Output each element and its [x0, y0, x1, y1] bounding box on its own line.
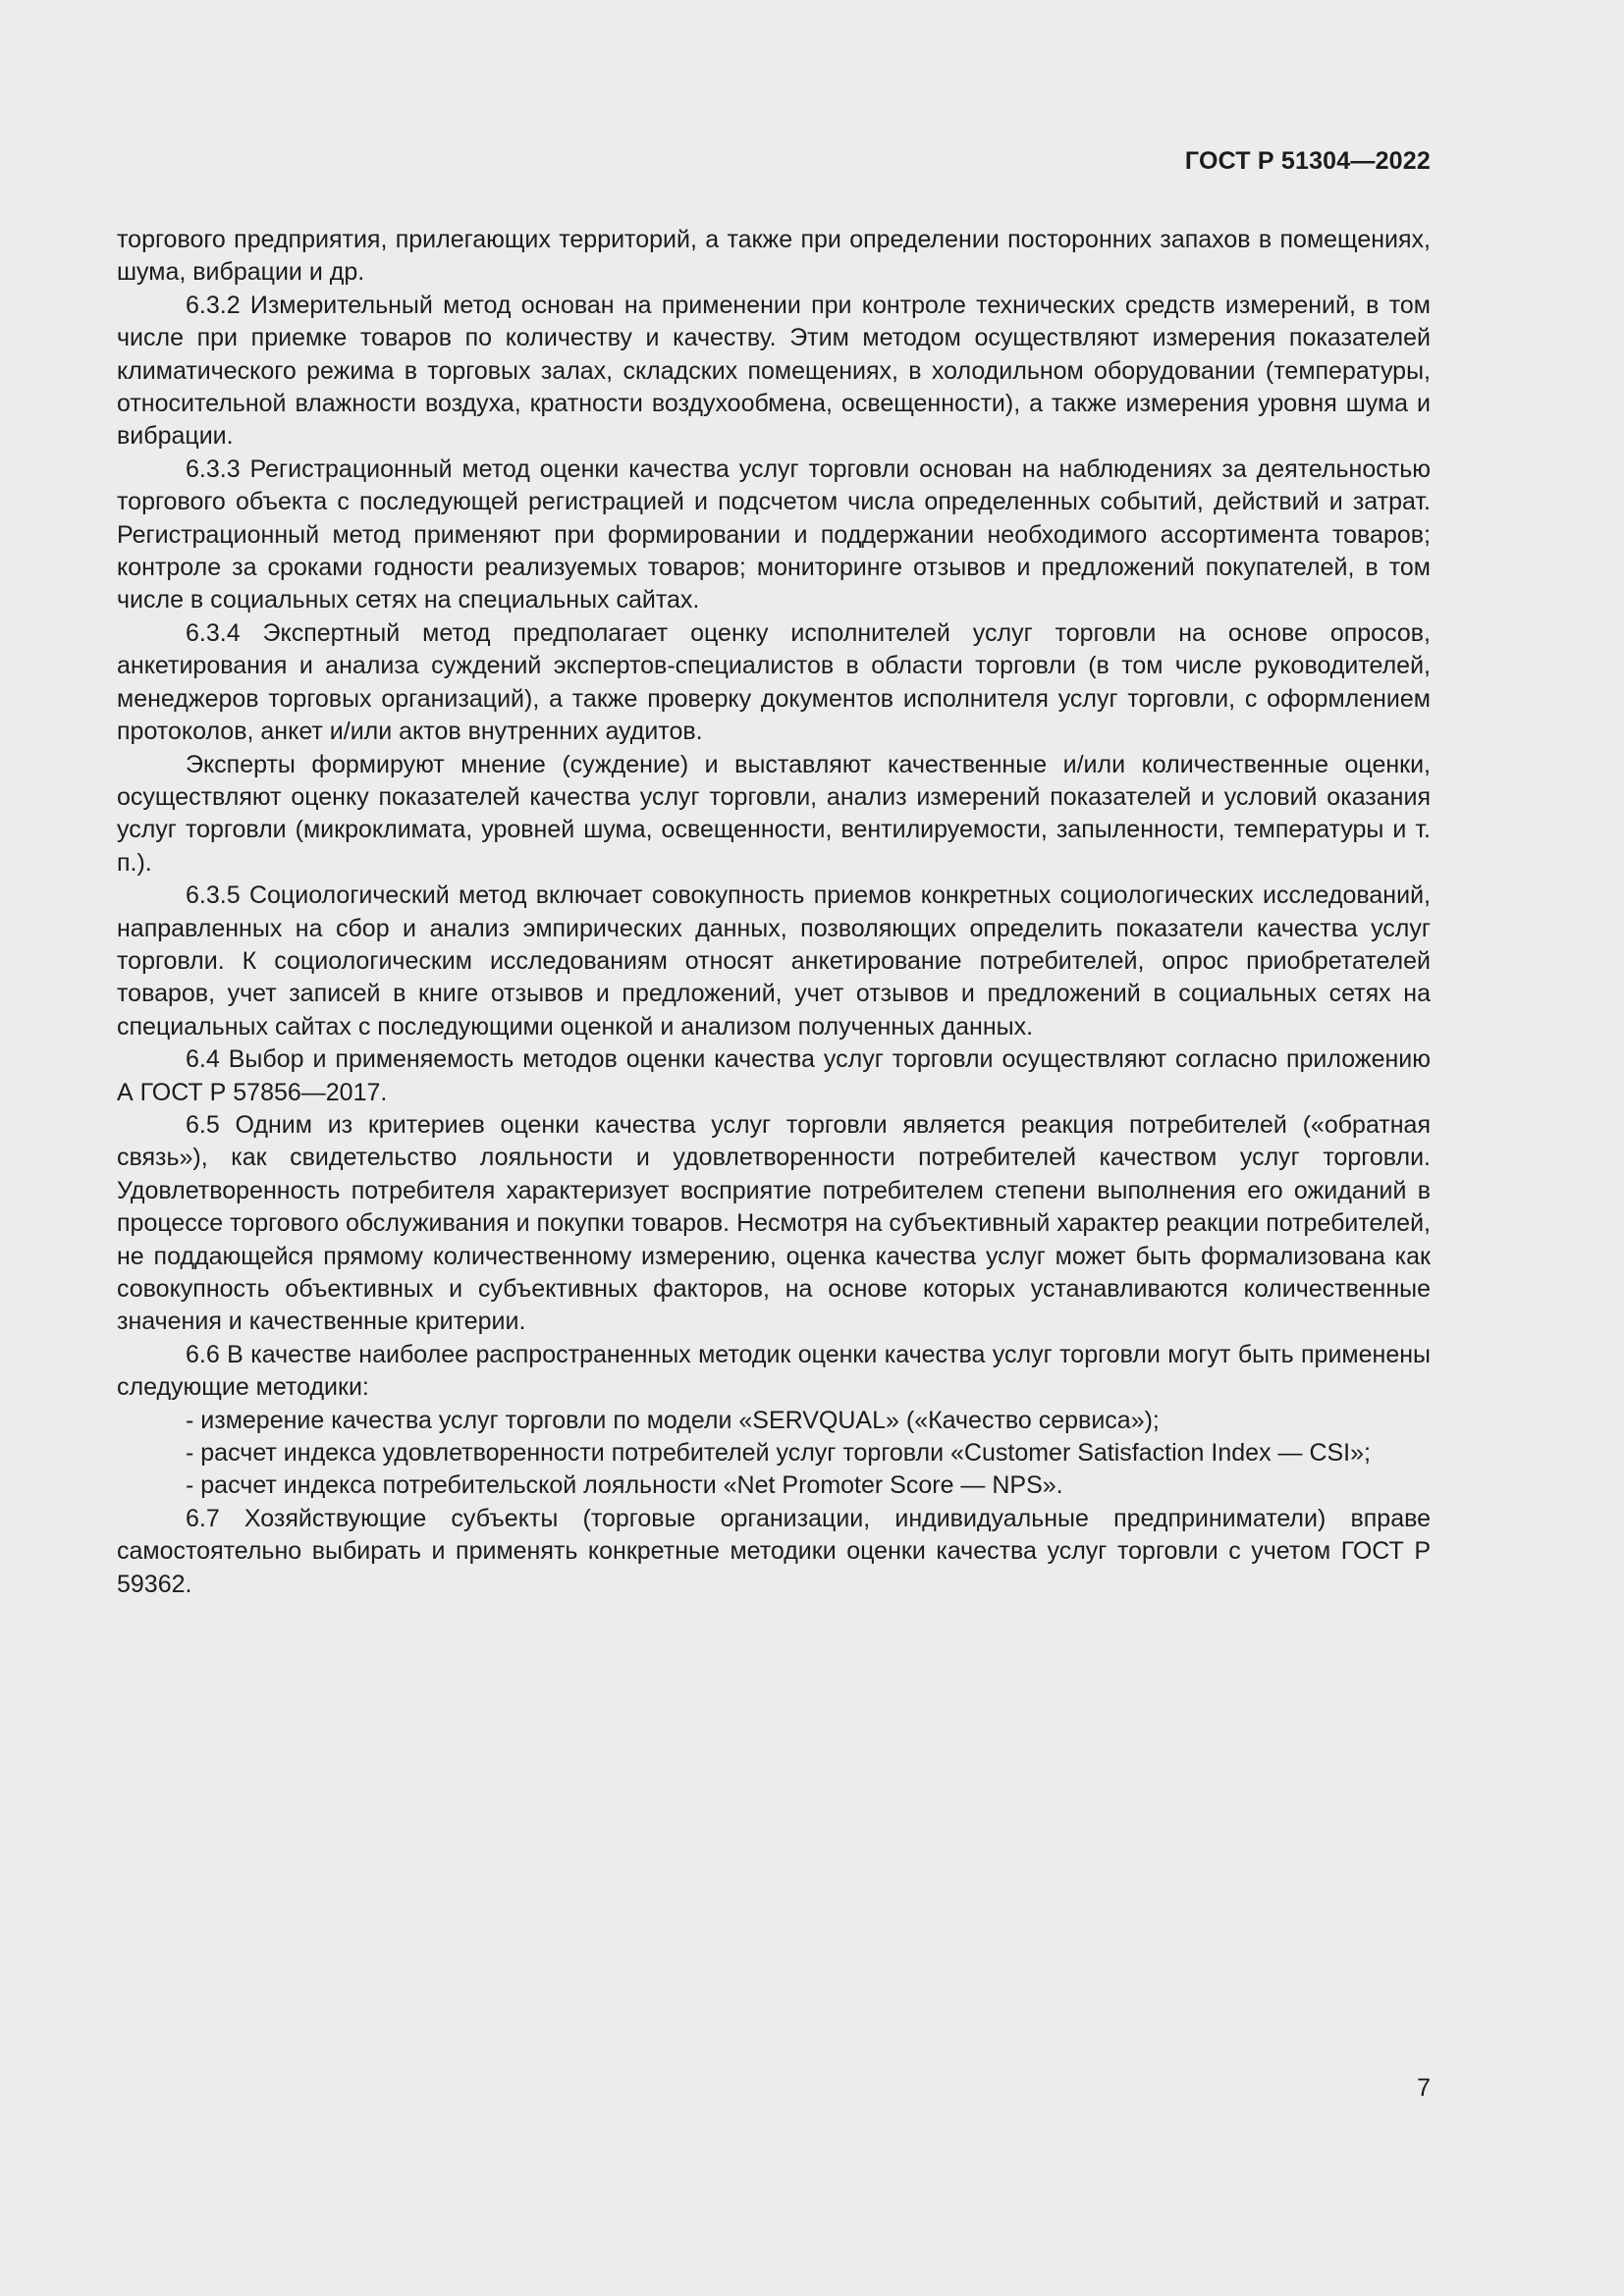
paragraph-6-7: 6.7 Хозяйствующие субъекты (торговые организации, индивидуальные предприниматели) вправе самостоятельно выбирать и применять конкретные методики оценки качества услуг торговли с учетом ГОСТ Р 59362.	[117, 1504, 1431, 1598]
document-header-standard-id: ГОСТ Р 51304—2022	[1184, 147, 1431, 175]
paragraph-6-4: 6.4 Выбор и применяемость методов оценки качества услуг торговли осуществляют согласно приложению А ГОСТ Р 57856—2017.	[117, 1045, 1431, 1106]
paragraph-6-3-3: 6.3.3 Регистрационный метод оценки качества услуг торговли основан на наблюдениях за деятельностью торгового объекта с последующей регистрацией и подсчетом числа определенных событий, действий и затрат. Регистрационный метод применяют при формировании и поддержании необходимого ассортимента товаров; контроле за сроками годности реализуемых товаров; мониторинге отзывов и предложений покупателей, в том числе в социальных сетях на специальных сайтах.	[117, 454, 1431, 614]
paragraph-6-3-5: 6.3.5 Социологический метод включает совокупность приемов конкретных социологических исследований, направленных на сбор и анализ эмпирических данных, позволяющих определить показатели качества услуг торговли. К социологическим исследованиям относят анкетирование потребителей, опрос приобретателей товаров, учет записей в книге отзывов и предложений, учет отзывов и предложений в социальных сетях на специальных сайтах с последующими оценкой и анализом полученных данных.	[117, 881, 1431, 1041]
paragraph-6-3-4: 6.3.4 Экспертный метод предполагает оценку исполнителей услуг торговли на основе опросов, анкетирования и анализа суждений экспертов-специалистов в области торговли (в том числе руководителей, менеджеров торговых организаций), а также проверку документов исполнителя услуг торговли, с оформлением протоколов, анкет и/или актов внутренних аудитов.	[117, 618, 1431, 746]
paragraph-6-6: 6.6 В качестве наиболее распространенных методик оценки качества услуг торговли могут быть применены следующие методики:	[117, 1340, 1431, 1402]
paragraph-experts: Эксперты формируют мнение (суждение) и выставляют качественные и/или количественные оценки, осуществляют оценку показателей качества услуг торговли, анализ измерений показателей и условий оказания услуг торговли (микроклимата, уровней шума, освещенности, вентилируемости, запыленности, температуры и т. п.).	[117, 750, 1431, 877]
list-item-servqual: - измерение качества услуг торговли по модели «SERVQUAL» («Качество сервиса»);	[186, 1406, 1160, 1434]
paragraph-6-3-2: 6.3.2 Измерительный метод основан на применении при контроле технических средств измерений, в том числе при приемке товаров по количеству и качеству. Этим методом осуществляют измерения показателей климатического режима в торговых залах, складских помещениях, в холодильном оборудовании (температуры, относительной влажности воздуха, кратности воздухообмена, освещенности), а также измерения уровня шума и вибрации.	[117, 291, 1431, 451]
document-body	[117, 224, 1431, 1601]
page-number: 7	[1417, 2074, 1431, 2102]
list-item-nps: - расчет индекса потребительской лояльности «Net Promoter Score — NPS».	[186, 1471, 1063, 1500]
paragraph-continuation: торгового предприятия, прилегающих территорий, а также при определении посторонних запахов в помещениях, шума, вибрации и др.	[117, 226, 1431, 287]
list-item-csi: - расчет индекса удовлетворенности потребителей услуг торговли «Customer Satisfaction Index — CSI»;	[186, 1439, 1371, 1468]
paragraph-6-5: 6.5 Одним из критериев оценки качества услуг торговли является реакция потребителей («обратная связь»), как свидетельство лояльности и удовлетворенности потребителей качеством услуг торговли. Удовлетворенность потребителя характеризует восприятие потребителем степени выполнения его ожиданий в процессе торгового обслуживания и покупки товаров. Несмотря на субъективный характер реакции потребителей, не поддающейся прямому количественному измерению, оценка качества услуг может быть формализована как совокупность объективных и субъективных факторов, на основе которых устанавливаются количественные значения и качественные критерии.	[117, 1110, 1431, 1336]
